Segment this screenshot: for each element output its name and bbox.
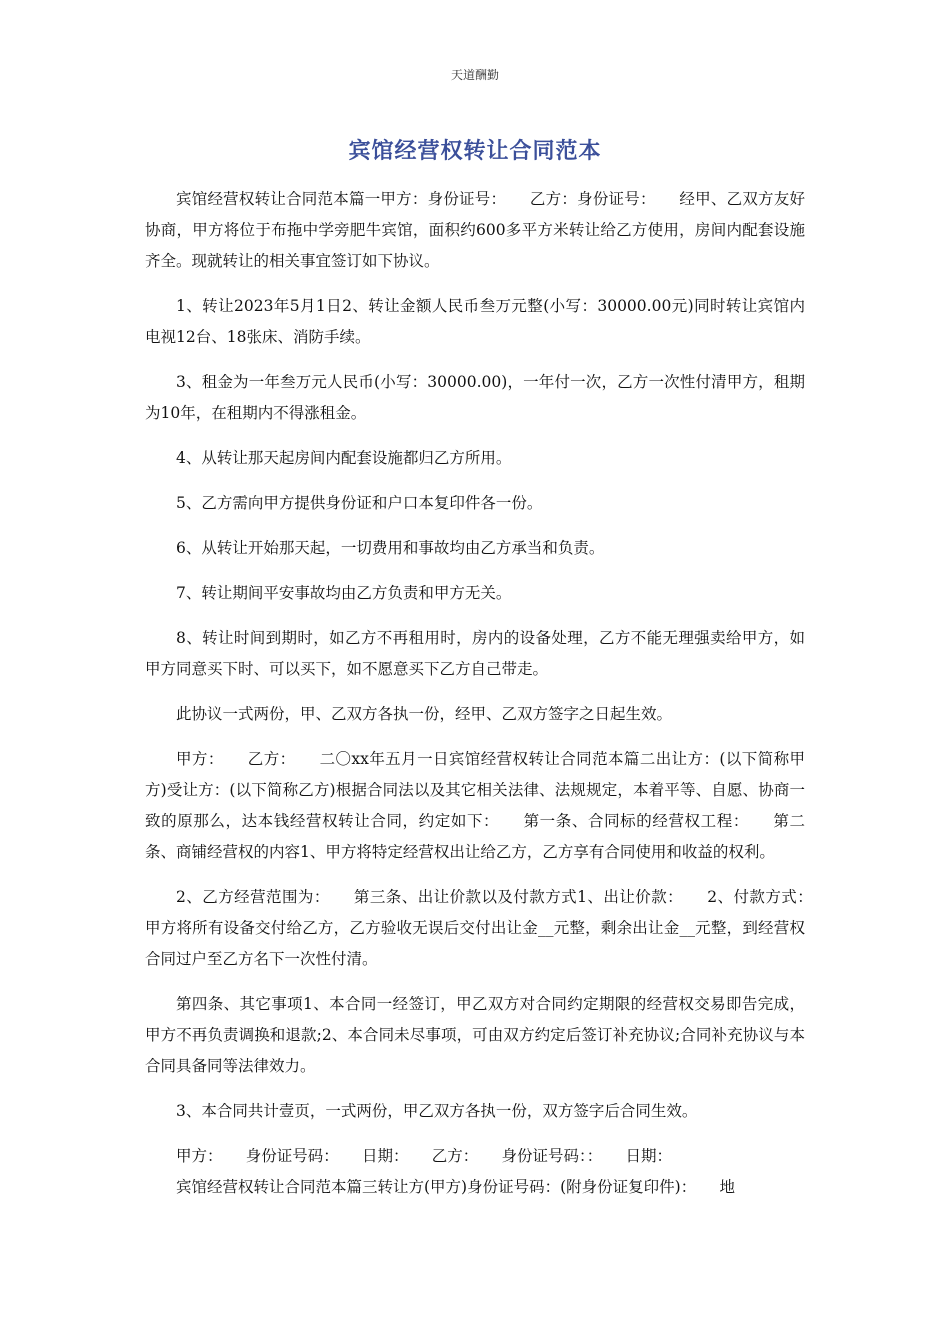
paragraph: 5、乙方需向甲方提供身份证和户口本复印件各一份。 [176,494,543,512]
signature-line: 甲方： 身份证号码： 日期： 乙方： 身份证号码：： 日期： [176,1147,673,1165]
paragraph: 宾馆经营权转让合同范本篇三转让方(甲方)身份证号码：(附身份证复印件)： 地 [176,1178,735,1196]
paragraph: 2、乙方经营范围为： 第三条、出让价款以及付款方式1、出让价款： 2、付款方式： 甲方将所有设备交付给乙方，乙方验收无误后交付出让金__元整，剩余出让金__元整，到经营权合同过户至乙方名下一次性付清。 [145,888,837,968]
paragraph: 8、转让时间到期时，如乙方不再租用时，房内的设备处理，乙方不能无理强卖给甲方，如甲方同意买下时、可以买下，如不愿意买下乙方自己带走。 [145,629,805,678]
paragraph: 3、本合同共计壹页，一式两份，甲乙双方各执一份，双方签字后合同生效。 [176,1102,698,1120]
document-body [145,184,837,1203]
paragraph: 宾馆经营权转让合同范本篇一甲方：身份证号： 乙方：身份证号： 经甲、乙双方友好协商，甲方将位于布拖中学旁肥牛宾馆，面积约600多平方米转让给乙方使用，房间内配套设施齐全。现就转让的相关事宜签订如下协议。 [145,190,805,270]
paragraph: 1、转让2023年5月1日2、转让金额人民币叁万元整(小写：30000.00元)同时转让宾馆内电视12台、18张床、消防手续。 [145,297,805,346]
page-header: 天道酬勤 [450,68,499,82]
paragraph: 4、从转让那天起房间内配套设施都归乙方所用。 [176,449,512,467]
paragraph: 此协议一式两份，甲、乙双方各执一份，经甲、乙双方签字之日起生效。 [176,705,673,723]
paragraph: 甲方： 乙方： 二〇xx年五月一日宾馆经营权转让合同范本篇二出让方：(以下简称甲方)受让方：(以下简称乙方)根据合同法以及其它相关法律、法规规定，本着平等、自愿、协商一致的原那么，达本钱经营权转让合同，约定如下： 第一条、合同标的经营权工程： 第二条、商铺经营权的内容1、甲方将特定经营权出让给乙方，乙方享有合同使用和收益的权利。 [145,750,805,861]
paragraph: 7、转让期间平安事故均由乙方负责和甲方无关。 [176,584,512,602]
paragraph: 3、租金为一年叁万元人民币(小写：30000.00)，一年付一次，乙方一次性付清甲方，租期为10年，在租期内不得涨租金。 [145,373,805,422]
paragraph: 第四条、其它事项1、本合同一经签订，甲乙双方对合同约定期限的经营权交易即告完成，甲方不再负责调换和退款;2、本合同未尽事项，可由双方约定后签订补充协议;合同补充协议与本合同具备同等法律效力。 [145,995,805,1075]
paragraph: 6、从转让开始那天起，一切费用和事故均由乙方承当和负责。 [176,539,605,557]
document-title: 宾馆经营权转让合同范本 [348,139,602,164]
